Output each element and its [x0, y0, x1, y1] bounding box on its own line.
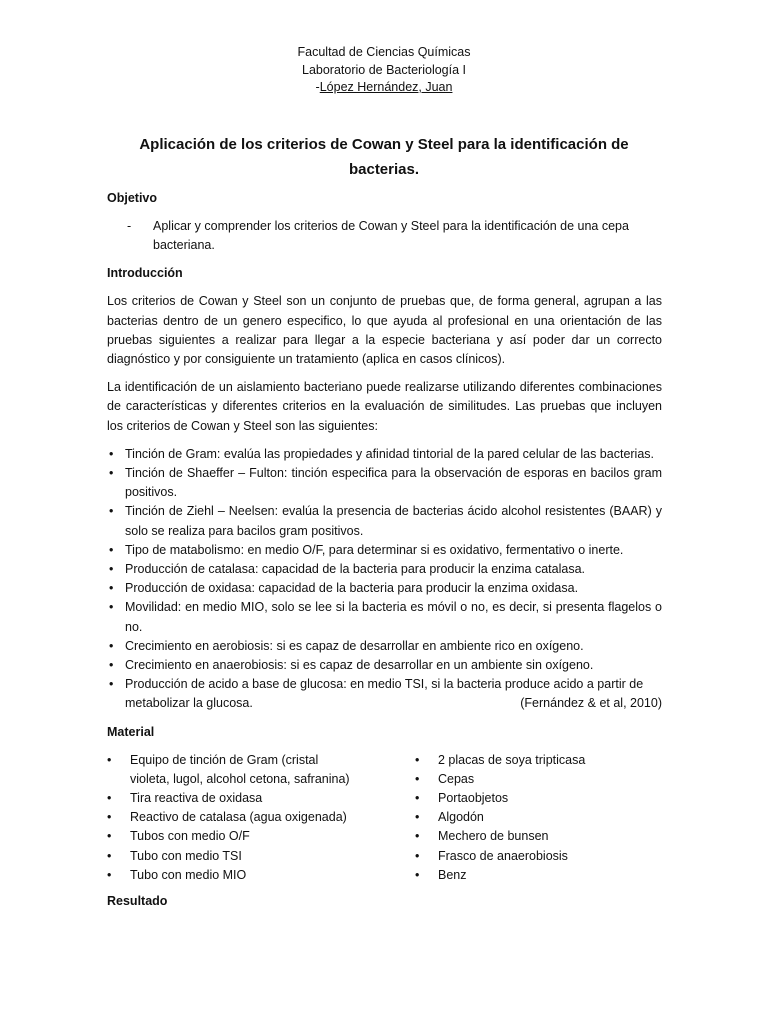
objetivo-dash: -	[127, 219, 132, 233]
objetivo-heading: Objetivo	[107, 191, 158, 205]
list-item: • Tubos con medio O/F	[107, 827, 357, 846]
last-bullet-text: metabolizar la glucosa.	[125, 696, 253, 711]
resultado-heading: Resultado	[107, 894, 168, 909]
list-item: • Algodón	[415, 808, 635, 827]
list-item: • Tinción de Ziehl – Neelsen: evalúa la presencia de bacterias ácido alcohol resistentes (BAAR) y solo se realiza para bacilos gram positivos.	[107, 502, 662, 540]
list-item: • Crecimiento en aerobiosis: si es capaz de desarrollar en ambiente rico en oxígeno.	[107, 637, 662, 656]
author-name: López Hernández, Juan	[319, 80, 453, 94]
objetivo-item	[107, 217, 662, 255]
material-heading: Material	[107, 724, 155, 739]
criteria-list	[107, 445, 662, 714]
list-item-last	[107, 675, 662, 713]
list-item: • Tira reactiva de oxidasa	[107, 789, 357, 808]
list-item: • Cepas	[415, 770, 635, 789]
document-body	[107, 189, 662, 920]
list-item: • Benz	[415, 866, 635, 885]
list-item: • 2 placas de soya tripticasa	[415, 751, 635, 770]
materials-list-right	[415, 751, 635, 885]
list-item: • Mechero de bunsen	[415, 827, 635, 846]
last-bullet-line-1: • Producción de acido a base de glucosa: en medio TSI, si la bacteria produce acido a partir de	[125, 677, 644, 692]
introduccion-paragraph-2: La identificación de un aislamiento bacteriano puede realizarse utilizando diferentes combinaciones de características y diferentes criterios en la evaluación de similitudes. Las pruebas que incluyen los criterios de Cowan y Steel son las siguientes:	[107, 380, 662, 433]
laboratory-name: Laboratorio de Bacteriología I	[302, 62, 466, 77]
list-item: • Producción de oxidasa: capacidad de la bacteria para producir la enzima oxidasa.	[107, 579, 662, 598]
last-bullet-line-2	[125, 694, 662, 713]
document-title: Aplicación de los criterios de Cowan y Steel para la identificación de bacterias.	[139, 136, 629, 178]
citation: (Fernández & et al, 2010)	[520, 696, 662, 711]
objetivo-text: Aplicar y comprender los criterios de Cowan y Steel para la identificación de una cepa bacteriana.	[153, 219, 629, 253]
introduccion-heading: Introducción	[107, 266, 183, 281]
list-item: • Tubo con medio MIO	[107, 866, 357, 885]
list-item: • Tinción de Shaeffer – Fulton: tinción especifica para la observación de esporas en bacilos gram positivos.	[107, 464, 662, 502]
list-item: • Movilidad: en medio MIO, solo se lee si la bacteria es móvil o no, es decir, si presenta flagelos o no.	[107, 598, 662, 636]
faculty-name: Facultad de Ciencias Químicas	[297, 45, 471, 59]
materials-columns	[107, 751, 662, 885]
list-item: • Equipo de tinción de Gram (cristal violeta, lugol, alcohol cetona, safranina)	[107, 751, 357, 789]
list-item: • Tubo con medio TSI	[107, 847, 357, 866]
list-item: • Producción de catalasa: capacidad de la bacteria para producir la enzima catalasa.	[107, 560, 662, 579]
list-item: • Reactivo de catalasa (agua oxigenada)	[107, 808, 357, 827]
author-prefix: -	[315, 80, 320, 94]
list-item: • Tipo de matabolismo: en medio O/F, para determinar si es oxidativo, fermentativo o inerte.	[107, 541, 662, 560]
author-line	[0, 79, 768, 97]
list-item: • Frasco de anaerobiosis	[415, 847, 635, 866]
introduccion-paragraph-1: Los criterios de Cowan y Steel son un conjunto de pruebas que, de forma general, agrupan a las bacterias dentro de un genero especifico, lo que ayuda al profesional en una orientación de las pruebas siguientes a realizar para llegar a la especie bacteriana y así poder dar un correcto diagnóstico y por consiguiente un tratamiento (aplica en casos clínicos).	[107, 294, 662, 367]
materials-list-left	[107, 751, 357, 885]
document-header	[0, 44, 768, 97]
list-item: • Crecimiento en anaerobiosis: si es capaz de desarrollar en un ambiente sin oxígeno.	[107, 656, 662, 675]
list-item: • Portaobjetos	[415, 789, 635, 808]
list-item: • Tinción de Gram: evalúa las propiedades y afinidad tintorial de la pared celular de las bacterias.	[107, 445, 662, 464]
